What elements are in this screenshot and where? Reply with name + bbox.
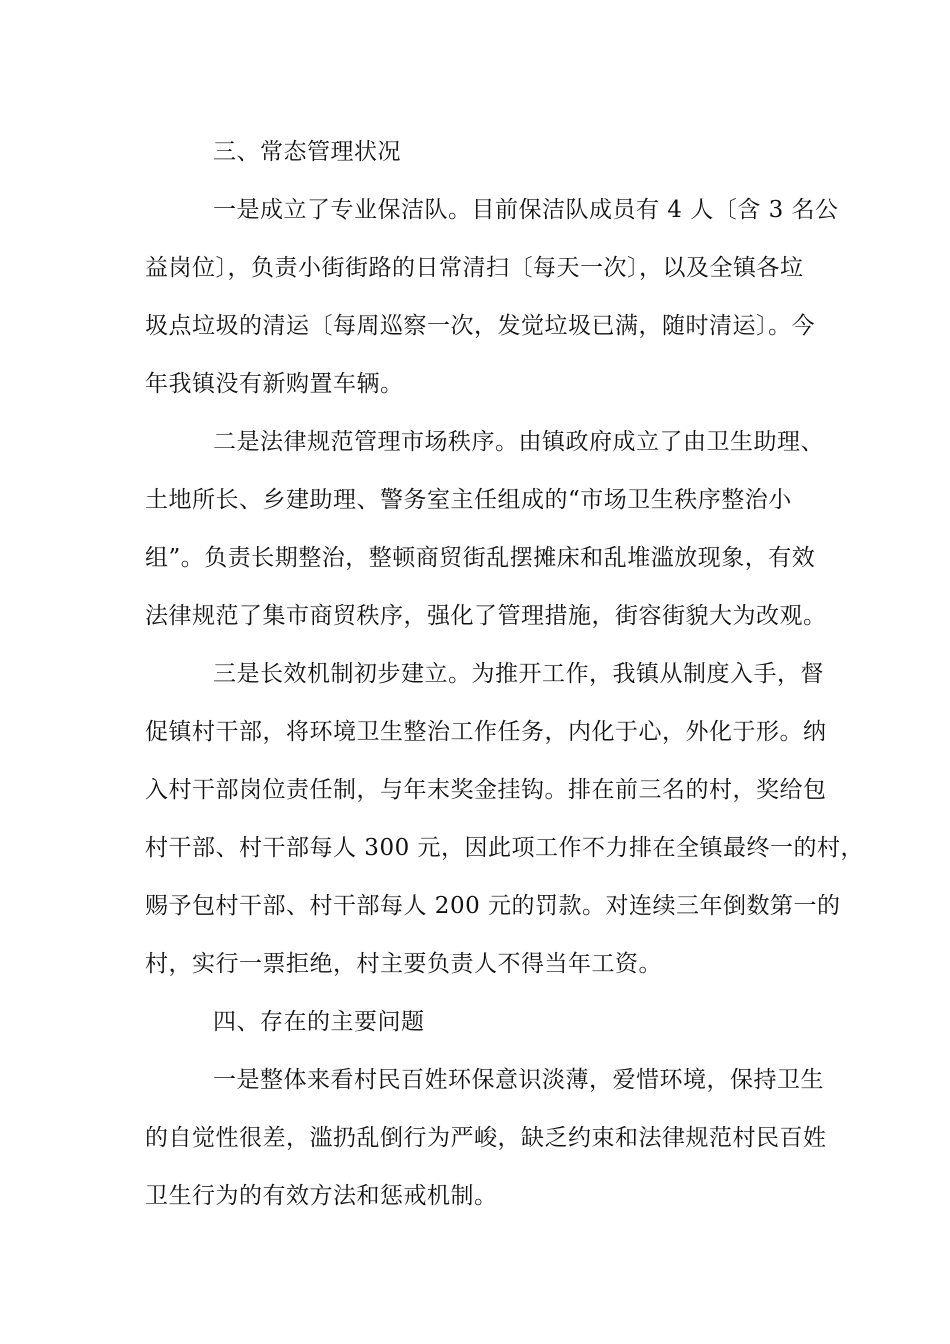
section-heading-4: 四、存在的主要问题 <box>213 1009 425 1035</box>
section-heading-3: 三、常态管理状况 <box>213 139 401 165</box>
paragraph-line: 圾点垃圾的清运〔每周巡察一次，发觉垃圾已满，随时清运〕。今 <box>145 313 815 339</box>
paragraph-line: 年我镇没有新购置车辆。 <box>145 371 404 397</box>
paragraph-line: 赐予包村干部、村干部每人 200 元的罚款。对连续三年倒数第一的 <box>145 893 841 919</box>
paragraph-line: 卫生行为的有效方法和惩戒机制。 <box>145 1183 498 1209</box>
paragraph-line: 法律规范了集市商贸秩序，强化了管理措施，街容街貌大为改观。 <box>145 603 827 629</box>
paragraph-line: 一是成立了专业保洁队。目前保洁队成员有 4 人〔含 3 名公 <box>213 197 839 223</box>
paragraph-line: 一是整体来看村民百姓环保意识淡薄，爱惜环境，保持卫生 <box>213 1067 824 1093</box>
paragraph-line: 入村干部岗位责任制，与年末奖金挂钩。排在前三名的村，奖给包 <box>145 777 827 803</box>
paragraph-line: 村，实行一票拒绝，村主要负责人不得当年工资。 <box>145 951 662 977</box>
paragraph-line: 组”。负责长期整治，整顿商贸街乱摆摊床和乱堆滥放现象，有效 <box>145 545 816 571</box>
paragraph-line: 的自觉性很差，滥扔乱倒行为严峻，缺乏约束和法律规范村民百姓 <box>145 1125 827 1151</box>
paragraph-line: 二是法律规范管理市场秩序。由镇政府成立了由卫生助理、 <box>213 429 824 455</box>
paragraph-line: 村干部、村干部每人 300 元，因此项工作不力排在全镇最终一的村， <box>145 835 865 861</box>
paragraph-line: 促镇村干部，将环境卫生整治工作任务，内化于心，外化于形。纳 <box>145 719 827 745</box>
paragraph-line: 益岗位〕，负责小街街路的日常清扫〔每天一次〕，以及全镇各垃 <box>145 255 804 281</box>
paragraph-line: 三是长效机制初步建立。为推开工作，我镇从制度入手，督 <box>213 661 824 687</box>
paragraph-line: 土地所长、乡建助理、警务室主任组成的“市场卫生秩序整治小 <box>145 487 792 513</box>
